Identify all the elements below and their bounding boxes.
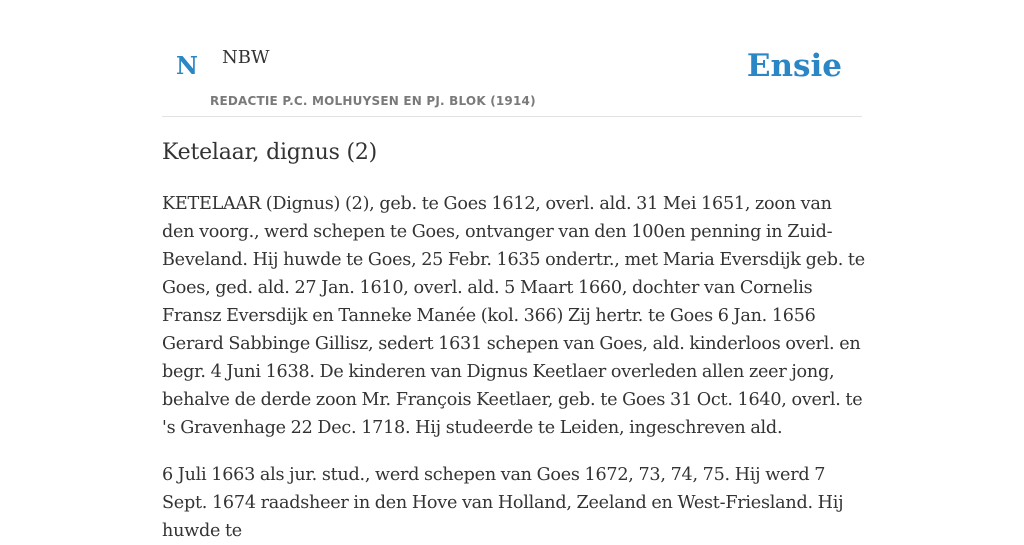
source-logo-icon[interactable]: N <box>176 51 198 80</box>
article-paragraph: 6 Juli 1663 als jur. stud., werd schepen van Goes 1672, 73, 74, 75. Hij werd 7 Sept. 1674 raadsheer in den Hove van Holland, Zeeland en West-Friesland. Hij huwde te <box>162 464 844 541</box>
article-paragraph: KETELAAR (Dignus) (2), geb. te Goes 1612, overl. ald. 31 Mei 1651, zoon van den voorg., werd schepen te Goes, ontvanger van den 100en penning in Zuid-Beveland. Hij huwde te Goes, 25 Febr. 1635 ondertr., met Maria Eversdijk geb. te Goes, ged. ald. 27 Jan. 1610, overl. ald. 5 Maart 1660, dochter van Cornelis Fransz Eversdijk en Tanneke Manée (kol. 366) Zij hertr. te Goes 6 Jan. 1656 Gerard Sabbinge Gillisz, sedert 1631 schepen van Goes, ald. kinderloos overl. en begr. 4 Juni 1638. De kinderen van Dignus Keetlaer overleden allen zeer jong, behalve de derde zoon Mr. François Keetlaer, geb. te Goes 31 Oct. 1640, overl. te 's Gravenhage 22 Dec. 1718. Hij studeerde te Leiden, ingeschreven ald. <box>162 193 865 438</box>
article-title: Ketelaar, dignus (2) <box>162 140 378 165</box>
article <box>162 139 866 545</box>
source-header <box>162 0 862 117</box>
ensie-logo-link[interactable]: Ensie <box>746 48 842 84</box>
source-title[interactable]: NBW <box>222 47 270 68</box>
source-subtitle: REDACTIE P.C. MOLHUYSEN EN PJ. BLOK (1914) <box>210 94 536 108</box>
